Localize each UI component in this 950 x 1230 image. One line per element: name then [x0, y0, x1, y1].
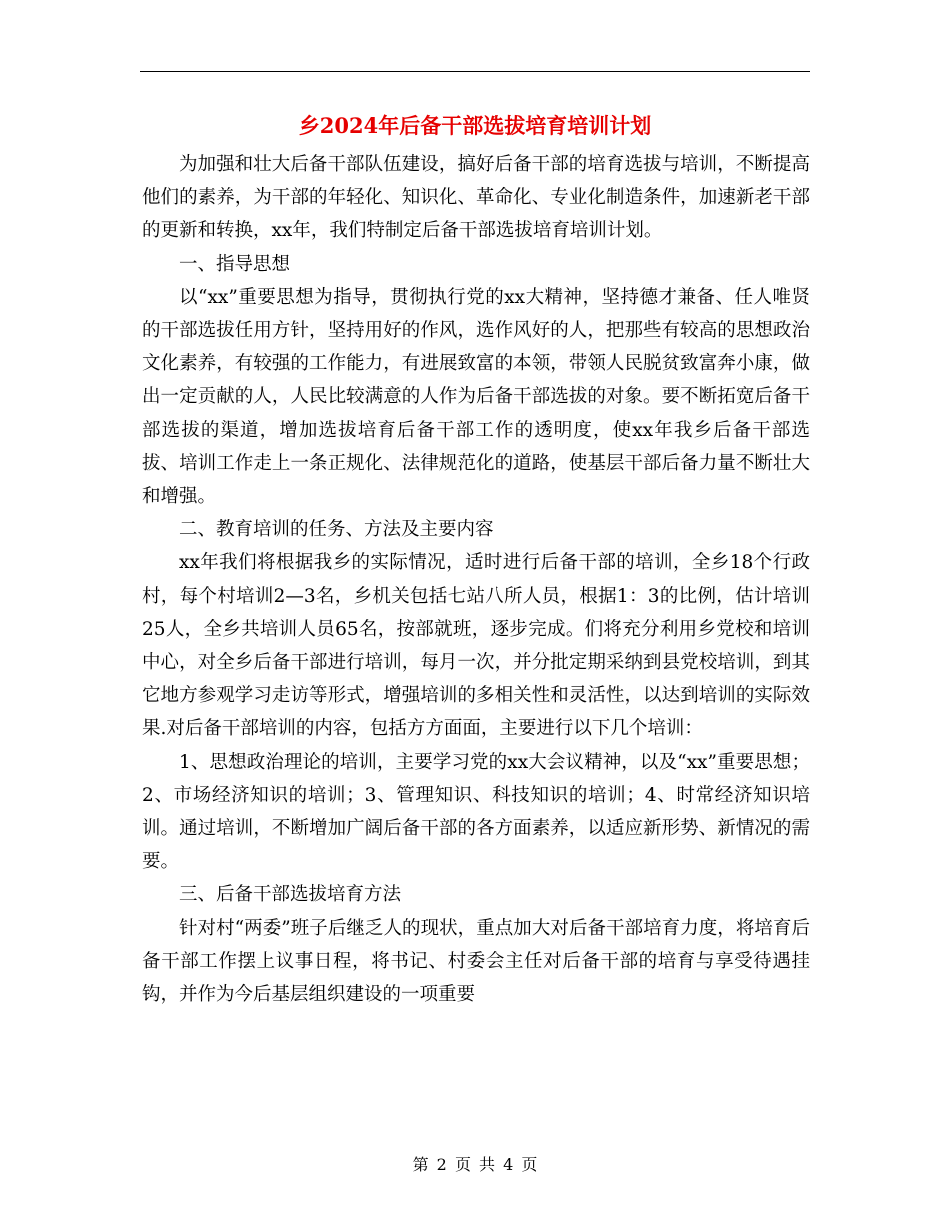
paragraph-training-content: 1、思想政治理论的培训，主要学习党的xx大会议精神，以及“xx”重要思想；2、市场经济知识的培训；3、管理知识、科技知识的培训；4、时常经济知识培训。通过培训，不断增加广阔后备干部的各方面素养，以适应新形势、新情况的需要。 — [142, 751, 810, 873]
section-heading-2: 二、教育培训的任务、方法及主要内容 — [179, 519, 494, 541]
page-number-footer: 第 2 页 共 4 页 — [412, 1155, 538, 1174]
section-heading-3: 三、后备干部选拔培育方法 — [179, 884, 402, 906]
header-rule — [140, 71, 810, 72]
paragraph-selection-methods: 针对村“两委”班子后继乏人的现状，重点加大对后备干部培育力度，将培育后备干部工作摆上议事日程，将书记、村委会主任对后备干部的培育与享受待遇挂钩，并作为今后基层组织建设的一项重要 — [142, 917, 810, 1006]
document-title: 乡2024年后备干部选拔培育培训计划 — [298, 113, 652, 138]
paragraph-training-tasks: xx年我们将根据我乡的实际情况，适时进行后备干部的培训，全乡18个行政村，每个村培训2—3名，乡机关包括七站八所人员，根据1：3的比例，估计培训25人，全乡共培训人员65名，按部就班，逐步完成。们将充分利用乡党校和培训中心，对全乡后备干部进行培训，每月一次，并分批定期采纳到县党校培训，到其它地方参观学习走访等形式，增强培训的多相关性和灵活性，以达到培训的实际效果.对后备干部培训的内容，包括方方面面，主要进行以下几个培训： — [142, 552, 810, 740]
paragraph-guiding-ideology: 以“xx”重要思想为指导，贯彻执行党的xx大精神，坚持德才兼备、任人唯贤的干部选拔任用方针，坚持用好的作风，选作风好的人，把那些有较高的思想政治文化素养，有较强的工作能力，有进展致富的本领，带领人民脱贫致富奔小康，做出一定贡献的人，人民比较满意的人作为后备干部选拔的对象。要不断拓宽后备干部选拔的渠道，增加选拔培育后备干部工作的透明度，使xx年我乡后备干部选拔、培训工作走上一条正规化、法律规范化的道路，使基层干部后备力量不断壮大和增强。 — [142, 286, 810, 508]
section-heading-1: 一、指导思想 — [179, 253, 291, 275]
paragraph-intro: 为加强和壮大后备干部队伍建设，搞好后备干部的培育选拔与培训，不断提高他们的素养，为干部的年轻化、知识化、革命化、专业化制造条件，加速新老干部的更新和转换，xx年，我们特制定后备干部选拔培育培训计划。 — [142, 154, 810, 242]
document-body — [142, 148, 810, 1011]
